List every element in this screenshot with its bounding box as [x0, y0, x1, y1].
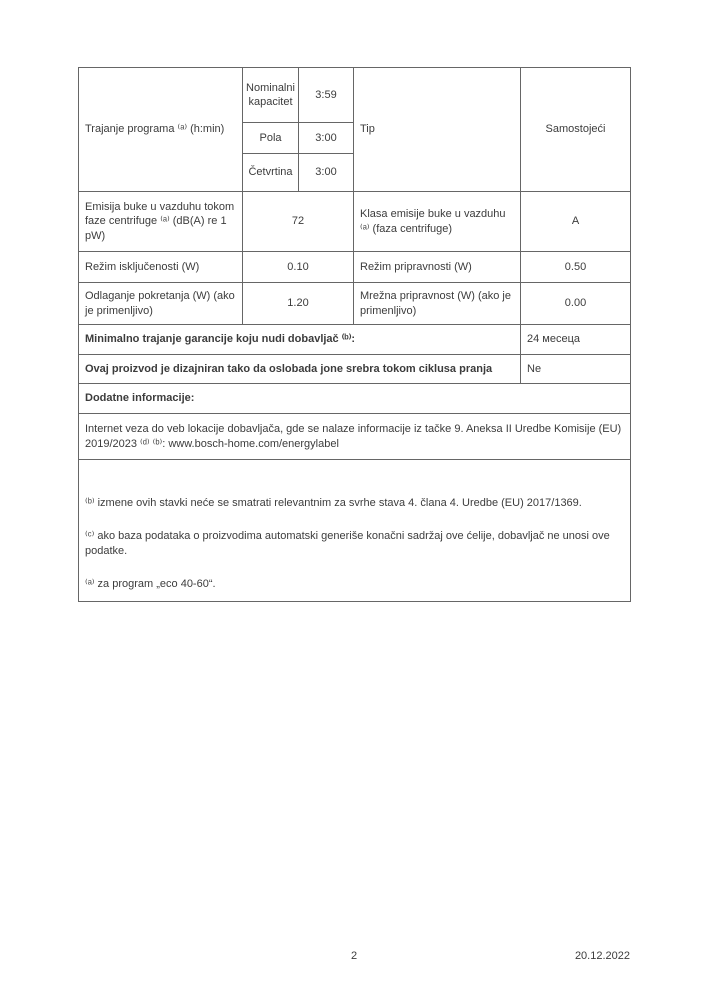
- duration-nominal-value-cell: 3:59: [299, 68, 354, 123]
- off-mode-value-cell: 0.10: [243, 252, 354, 283]
- duration-quarter-value-cell: 3:00: [299, 154, 354, 192]
- footnote-c: ⁽ᶜ⁾ ako baza podataka o proizvodima automatski generiše konačni sadržaj ove ćelije, dobavljač ne unosi ove podatke.: [85, 530, 610, 557]
- footnotes-cell: [79, 460, 631, 602]
- duration-nominal-label-cell: Nominalni kapacitet: [243, 68, 299, 123]
- additional-info-row: [79, 384, 631, 414]
- delay-start-row: [79, 283, 631, 325]
- internet-link-row: [79, 414, 631, 460]
- product-info-table: [78, 67, 631, 602]
- type-label-cell: Tip: [354, 68, 521, 192]
- networked-standby-value-cell: 0.00: [521, 283, 631, 325]
- duration-row-nominal: [79, 68, 631, 123]
- off-mode-label-cell: Režim isključenosti (W): [79, 252, 243, 283]
- warranty-label-cell: Minimalno trajanje garancije koju nudi dobavljač ⁽ᵇ⁾:: [79, 325, 521, 355]
- noise-emission-row: [79, 192, 631, 252]
- silver-ions-label-cell: Ovaj proizvod je dizajniran tako da oslobada jone srebra tokom ciklusa pranja: [79, 355, 521, 384]
- warranty-row: [79, 325, 631, 355]
- silver-ions-value-cell: Ne: [521, 355, 631, 384]
- delay-start-value-cell: 1.20: [243, 283, 354, 325]
- standby-mode-label-cell: Režim pripravnosti (W): [354, 252, 521, 283]
- footnotes-row: [79, 460, 631, 602]
- noise-class-label-cell: Klasa emisije buke u vazduhu ⁽ᵃ⁾ (faza centrifuge): [354, 192, 521, 252]
- silver-ions-row: [79, 355, 631, 384]
- off-mode-row: [79, 252, 631, 283]
- additional-info-label-cell: Dodatne informacije:: [79, 384, 631, 414]
- standby-mode-value-cell: 0.50: [521, 252, 631, 283]
- duration-half-label-cell: Pola: [243, 123, 299, 154]
- duration-half-value-cell: 3:00: [299, 123, 354, 154]
- type-value-cell: Samostojeći: [521, 68, 631, 192]
- networked-standby-label-cell: Mrežna pripravnost (W) (ako je primenljivo): [354, 283, 521, 325]
- footnote-a: ⁽ᵃ⁾ za program „eco 40-60“.: [85, 577, 216, 590]
- page-number: 2: [350, 950, 358, 962]
- footnote-b: ⁽ᵇ⁾ izmene ovih stavki neće se smatrati relevantnim za svrhe stava 4. člana 4. Uredbe (EU) 2017/1369.: [85, 497, 582, 509]
- noise-class-value-cell: A: [521, 192, 631, 252]
- page-date: 20.12.2022: [574, 950, 630, 962]
- duration-quarter-label-cell: Četvrtina: [243, 154, 299, 192]
- duration-label-cell: Trajanje programa ⁽ᵃ⁾ (h:min): [79, 68, 243, 192]
- delay-start-label-cell: Odlaganje pokretanja (W) (ako je primenljivo): [79, 283, 243, 325]
- internet-link-cell: Internet veza do veb lokacije dobavljača, gde se nalaze informacije iz tačke 9. Aneksa II Uredbe Komisije (EU) 2019/2023 ⁽ᵈ⁾ ⁽ᵇ⁾: www.bosch-home.com/energylabel: [79, 414, 631, 460]
- noise-emission-label-cell: Emisija buke u vazduhu tokom faze centrifuge ⁽ᵃ⁾ (dB(A) re 1 pW): [79, 192, 243, 252]
- warranty-value-cell: 24 месеца: [521, 325, 631, 355]
- noise-emission-value-cell: 72: [243, 192, 354, 252]
